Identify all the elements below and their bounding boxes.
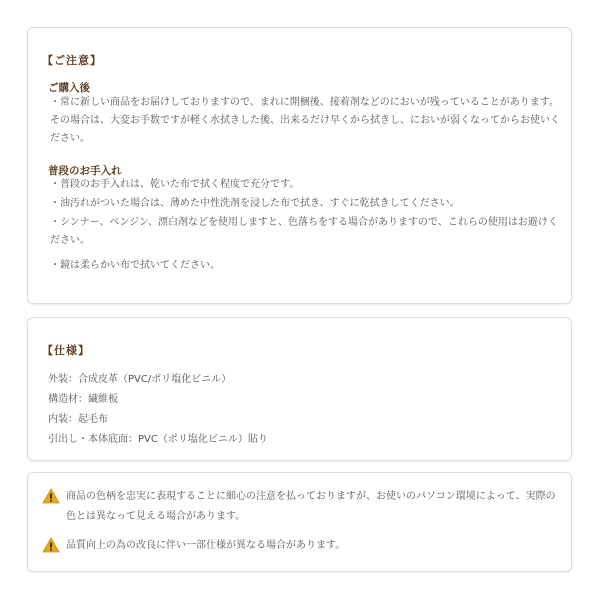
spec-line: 外装：合成皮革（PVC/ポリ塩化ビニル） — [48, 374, 232, 385]
warning-icon — [42, 488, 60, 504]
daily-care-item: ・普段のお手入れは、乾いた布で拭く程度で充分です。 — [50, 179, 300, 190]
spec-line: 内装：起毛布 — [48, 414, 108, 425]
notes-card — [27, 472, 572, 572]
spec-title: 【仕様】 — [42, 344, 90, 357]
spec-line: 引出し・本体底面：PVC（ポリ塩化ビニル）貼り — [48, 434, 268, 445]
caution-card — [27, 27, 572, 304]
spec-card — [27, 317, 572, 461]
daily-care-item: ・鏡は柔らかい布で拭いてください。 — [50, 260, 220, 271]
daily-care-item: ・シンナー、ベンジン、漂白剤などを使用しますと、色落ちをする場合がありますので、これらの使用はお避けください。 — [50, 217, 558, 246]
after-purchase-text: ・常に新しい商品をお届けしておりますので、まれに開梱後、接着剤などのにおいが残っていることがあります。その場合は、大変お手数ですが軽く水拭きした後、出来るだけ早くから拭きし、においが弱くなってからお使いください。 — [50, 97, 560, 144]
daily-care-item: ・油汚れがついた場合は、薄めた中性洗剤を浸した布で拭き、すぐに乾拭きしてください。 — [50, 198, 460, 209]
note-text: 品質向上の為の改良に伴い一部仕様が異なる場合があります。 — [66, 540, 346, 551]
daily-care-heading: 普段のお手入れ — [48, 165, 122, 177]
caution-title: 【ご注意】 — [42, 54, 102, 67]
note-text: 商品の色柄を忠実に表現することに細心の注意を払っておりますが、お使いのパソコン環境によって、実際の色とは異なって見える場合があります。 — [66, 491, 556, 522]
warning-icon — [42, 537, 60, 553]
spec-line: 構造材：繊維板 — [48, 394, 118, 405]
after-purchase-heading: ご購入後 — [48, 82, 90, 94]
